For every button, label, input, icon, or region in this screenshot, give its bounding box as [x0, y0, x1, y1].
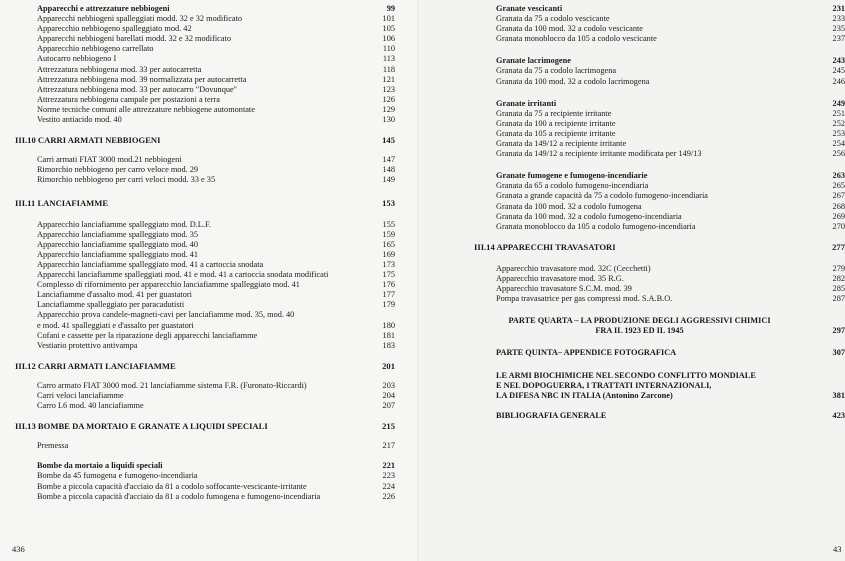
- toc-entry-page: 173: [382, 259, 395, 269]
- toc-entry-page: 249: [832, 98, 845, 108]
- toc-entry: [15, 75, 395, 85]
- toc-entry-title: Granata da 105 a recipiente irritante: [496, 128, 616, 138]
- toc-entry-title: Apparecchi nebbiogeni spalleggiati modd. 32 e 32 modificato: [37, 14, 243, 24]
- toc-entry: [15, 240, 395, 250]
- toc-entry-title: Apparecchio nebbiogeno spalleggiato mod. 42: [37, 24, 192, 34]
- toc-entry-title: Apparecchio lanciafiamme spalleggiato mod. 40: [37, 239, 199, 249]
- toc-entry-page: 381: [832, 390, 845, 400]
- toc-entry-title: Granata monoblocco da 105 a codolo vescicante: [496, 34, 657, 44]
- toc-entry-page: 148: [382, 165, 395, 175]
- toc-entry-title: Granata da 100 mod. 32 a codolo lacrimogena: [496, 76, 650, 86]
- toc-entry: [15, 44, 395, 54]
- toc-section-heading: [474, 411, 845, 421]
- toc-entry: [15, 331, 395, 341]
- toc-entry: [15, 34, 395, 44]
- toc-entry-page: 277: [832, 241, 845, 252]
- toc-entry: [474, 24, 845, 34]
- toc-entry-title: III.10 CARRI ARMATI NEBBIOGENI: [15, 135, 161, 146]
- toc-section-heading: [474, 381, 845, 391]
- toc-entry: [15, 95, 395, 105]
- toc-entry-title: Cofani e cassette per la riparazione degli apparecchi lanciafiamme: [37, 330, 258, 340]
- page-number-right: 43: [833, 544, 842, 554]
- toc-entry-page: 110: [382, 44, 395, 54]
- toc-entry-page: 155: [382, 219, 395, 229]
- toc-entry-title: Granata monoblocco da 105 a codolo fumogeno-incendiaria: [496, 221, 696, 231]
- toc-entry-title: Granata da 100 a recipiente irritante: [496, 118, 616, 128]
- toc-entry-title: Apparecchio lanciafiamme spalleggiato mod. 35: [37, 229, 199, 239]
- toc-entry-page: 113: [382, 54, 395, 64]
- toc-entry-page: 165: [382, 239, 395, 249]
- toc-chapter-heading: [15, 421, 395, 431]
- toc-entry-page: 169: [382, 249, 395, 259]
- toc-entry-page: 217: [382, 441, 395, 451]
- toc-entry-title: Attrezzatura nebbiogena mod. 33 per autocarretta: [37, 64, 202, 74]
- toc-entry: [474, 191, 845, 201]
- toc-section-heading: [474, 326, 845, 336]
- toc-entry-title: Granata a grande capacità da 75 a codolo fumogeno-incendiaria: [496, 191, 708, 201]
- toc-section-heading: [474, 316, 845, 326]
- toc-entry: [474, 129, 845, 139]
- toc-entry: [474, 66, 845, 76]
- toc-entry-title: Lanciafiamme d'assalto mod. 41 per guastatori: [37, 290, 192, 300]
- toc-entry-title: Apparecchi lanciafiamme spalleggiati mod. 41 e mod. 41 a cartoccia snodata modificati: [37, 270, 329, 280]
- toc-section-heading: [15, 461, 395, 471]
- toc-entry-title: BIBLIOGRAFIA GENERALE: [496, 410, 607, 420]
- toc-entry-title: Apparecchio nebbiogeno carrellato: [37, 44, 154, 54]
- toc-entry: [474, 284, 845, 294]
- toc-section-heading: [474, 4, 845, 14]
- toc-entry-page: 99: [386, 4, 395, 13]
- toc-entry-page: 126: [382, 94, 395, 104]
- toc-entry-title: Vestiario protettivo antivampa: [37, 340, 138, 350]
- toc-entry-title: Autocarro nebbiogeno I: [37, 54, 117, 64]
- table-of-contents-right: [474, 4, 845, 421]
- toc-entry: [15, 270, 395, 280]
- toc-section-heading: [15, 4, 395, 14]
- page-number-left: 436: [12, 544, 25, 554]
- toc-entry-title: Carri armati FIAT 3000 mod.21 nebbiogeni: [37, 155, 182, 165]
- toc-entry-page: 282: [832, 273, 845, 283]
- toc-entry-page: 226: [382, 491, 395, 501]
- toc-entry-title: Apparecchi e attrezzature nebbiogeni: [37, 4, 170, 13]
- toc-entry-title: Granata da 100 mod. 32 a codolo fumogena: [496, 201, 642, 211]
- toc-entry: [474, 264, 845, 274]
- toc-entry-title: Apparecchio lanciafiamme spalleggiato mod. D.L.F.: [37, 219, 211, 229]
- toc-entry: [15, 14, 395, 24]
- toc-entry-title: Apparecchio travasatore mod. 35 R.G.: [496, 273, 624, 283]
- toc-entry-page: 233: [832, 14, 845, 24]
- toc-entry-page: 106: [382, 34, 395, 44]
- toc-entry-title: Granata da 100 mod. 32 a codolo fumogeno-incendiaria: [496, 211, 682, 221]
- toc-entry-title: Granate vescicanti: [496, 4, 563, 13]
- toc-entry-title: Granata da 75 a codolo lacrimogena: [496, 66, 617, 76]
- toc-entry-page: 269: [832, 211, 845, 221]
- right-page: [420, 0, 845, 561]
- toc-entry-title: Apparecchio travasatore mod. 32C (Cecchetti): [496, 263, 651, 273]
- toc-entry: [15, 85, 395, 95]
- toc-entry: [15, 24, 395, 34]
- toc-entry: [474, 181, 845, 191]
- toc-entry: [474, 294, 845, 304]
- toc-chapter-heading: [474, 242, 845, 252]
- toc-entry-title: Pompa travasatrice per gas compressi mod. S.A.B.O.: [496, 294, 673, 304]
- toc-entry-title: Granata da 149/12 a recipiente irritante modificata per 149/13: [496, 149, 702, 159]
- toc-entry-title: Granate lacrimogene: [496, 56, 571, 66]
- table-of-contents-left: [15, 4, 395, 502]
- toc-entry-page: 254: [832, 139, 845, 149]
- toc-entry-title: Carro armato FIAT 3000 mod. 21 lanciafiamme sistema F.R. (Furonato-Riccardi): [37, 380, 307, 390]
- toc-entry: [15, 105, 395, 115]
- toc-entry-title: Apparecchio lanciafiamme spalleggiato mod. 41 a cartoccia snodata: [37, 259, 264, 269]
- toc-entry-title: Lanciafiamme spalleggiato per paracadutisti: [37, 300, 185, 310]
- toc-entry-title: Rimorchio nebbiogeno per carro veloce mod. 29: [37, 165, 199, 175]
- toc-entry-title: Premessa: [37, 441, 69, 451]
- toc-entry: [15, 492, 395, 502]
- toc-entry-title: Attrezzatura nebbiogena mod. 39 normalizzata per autocarretta: [37, 74, 247, 84]
- toc-section-heading: [474, 99, 845, 109]
- toc-entry-page: 270: [832, 221, 845, 231]
- toc-entry-page: 147: [382, 155, 395, 165]
- toc-entry-title: Complesso di rifornimento per apparecchio lanciafiamme spalleggiato mod. 41: [37, 280, 300, 290]
- toc-entry-page: 177: [382, 290, 395, 300]
- toc-entry-title: Bombe da mortaio a liquidi speciali: [37, 461, 163, 471]
- toc-section-heading: [474, 391, 845, 401]
- toc-section-heading: [474, 171, 845, 181]
- toc-entry-page: 268: [832, 201, 845, 211]
- toc-entry-title: FRA IL 1923 ED IL 1945: [595, 326, 684, 336]
- toc-entry: [15, 250, 395, 260]
- toc-entry-page: 183: [382, 340, 395, 350]
- toc-entry-page: 149: [382, 175, 395, 185]
- toc-entry-title: Apparecchi nebbiogeni barellati modd. 32 e 32 modificato: [37, 34, 231, 44]
- toc-entry: [15, 300, 395, 310]
- toc-entry-title: Bombe a piccola capacità d'acciaio da 81 a codolo soffocante-vescicante-irritante: [37, 481, 307, 491]
- toc-entry: [15, 54, 395, 64]
- toc-entry: [474, 212, 845, 222]
- toc-entry: [15, 401, 395, 411]
- toc-entry-page: 252: [832, 118, 845, 128]
- toc-entry-page: 175: [382, 270, 395, 280]
- toc-entry-page: 235: [832, 24, 845, 34]
- toc-entry-page: 221: [382, 461, 395, 471]
- toc-entry-page: 121: [382, 74, 395, 84]
- toc-entry-page: 256: [832, 149, 845, 159]
- toc-entry: [474, 149, 845, 159]
- toc-entry-title: Apparecchio travasatore S.C.M. mod. 39: [496, 284, 632, 294]
- toc-entry-title: Granate fumogene e fumogeno-incendiarie: [496, 171, 648, 181]
- toc-entry-title: Carri veloci lanciafiamme: [37, 391, 124, 400]
- toc-entry-page: 287: [832, 294, 845, 304]
- toc-entry-page: 263: [832, 171, 845, 181]
- toc-section-heading: [474, 348, 845, 358]
- toc-entry: [15, 175, 395, 185]
- toc-entry-title: PARTE QUARTA – LA PRODUZIONE DEGLI AGGRESSIVI CHIMICI: [508, 316, 771, 326]
- toc-entry: [474, 14, 845, 24]
- toc-entry-page: 253: [832, 128, 845, 138]
- toc-entry-page: 215: [382, 421, 395, 432]
- toc-entry: [15, 65, 395, 75]
- toc-entry-page: 130: [382, 115, 395, 125]
- toc-entry-page: 129: [382, 104, 395, 114]
- toc-entry-page: 265: [832, 181, 845, 191]
- toc-entry-page: 251: [832, 108, 845, 118]
- toc-entry: [474, 119, 845, 129]
- toc-entry-page: 181: [382, 330, 395, 340]
- toc-entry: [474, 139, 845, 149]
- toc-entry-page: 297: [832, 326, 845, 336]
- toc-entry: [474, 274, 845, 284]
- toc-entry-title: III.11 LANCIAFIAMME: [15, 197, 109, 208]
- toc-entry: [15, 441, 395, 451]
- toc-entry-title: Granata da 75 a codolo vescicante: [496, 14, 610, 24]
- toc-section-heading: [474, 56, 845, 66]
- toc-entry-page: 153: [382, 197, 395, 208]
- toc-chapter-heading: [15, 361, 395, 371]
- toc-entry-page: 101: [382, 14, 395, 24]
- toc-entry-page: 118: [382, 64, 395, 74]
- toc-entry-title: Rimorchio nebbiogeno per carri veloci modd. 33 e 35: [37, 175, 216, 185]
- toc-entry-page: 279: [832, 263, 845, 273]
- toc-entry-page: 231: [832, 4, 845, 13]
- toc-entry-title: Granata da 149/12 a recipiente irritante: [496, 139, 627, 149]
- left-page: [0, 0, 420, 561]
- toc-entry-title: Norme tecniche comuni alle attrezzature nebbiogene automontate: [37, 104, 255, 114]
- toc-chapter-heading: [15, 198, 395, 208]
- toc-entry-title: e mod. 41 spalleggiati e d'assalto per guastatori: [37, 320, 194, 330]
- toc-entry: [474, 77, 845, 87]
- toc-entry-page: 204: [382, 391, 395, 400]
- toc-entry: [15, 260, 395, 270]
- toc-entry-title: Attrezzatura nebbiogena mod. 33 per autocarro "Dovunque": [37, 84, 238, 94]
- toc-entry: [15, 115, 395, 125]
- toc-entry-page: 267: [832, 191, 845, 201]
- toc-entry-page: 179: [382, 300, 395, 310]
- toc-entry: [15, 290, 395, 300]
- toc-entry-title: Bombe a piccola capacità d'acciaio da 81 a codolo fumogena e fumogeno-incendiaria: [37, 491, 321, 501]
- toc-entry-page: 176: [382, 280, 395, 290]
- toc-entry-title: Carro L6 mod. 40 lanciafiamme: [37, 401, 144, 411]
- toc-entry-page: 243: [832, 56, 845, 66]
- toc-entry-title: LE ARMI BIOCHIMICHE NEL SECONDO CONFLITTO MONDIALE: [496, 370, 756, 380]
- toc-entry-page: 307: [832, 348, 845, 358]
- toc-entry-page: 223: [382, 471, 395, 481]
- toc-entry-title: III.12 CARRI ARMATI LANCIAFIAMME: [15, 360, 176, 371]
- toc-entry-page: 207: [382, 401, 395, 411]
- toc-entry: [15, 165, 395, 175]
- toc-entry-page: 245: [832, 66, 845, 76]
- toc-entry: [474, 109, 845, 119]
- toc-entry: [15, 391, 395, 401]
- toc-entry: [15, 155, 395, 165]
- toc-entry: [474, 222, 845, 232]
- toc-entry-page: 224: [382, 481, 395, 491]
- toc-entry: [15, 280, 395, 290]
- toc-entry: [474, 34, 845, 44]
- toc-entry-title: E NEL DOPOGUERRA, I TRATTATI INTERNAZIONALI,: [496, 380, 712, 390]
- toc-entry-page: 285: [832, 284, 845, 294]
- toc-entry-title: Granate irritanti: [496, 98, 557, 108]
- toc-entry-title: III.14 APPARECCHI TRAVASATORI: [474, 241, 616, 252]
- toc-entry-title: LA DIFESA NBC IN ITALIA (Antonino Zarcone): [496, 390, 673, 400]
- toc-entry-page: 123: [382, 84, 395, 94]
- toc-entry-page: 423: [832, 410, 845, 420]
- toc-entry: [15, 471, 395, 481]
- toc-entry: [15, 310, 395, 320]
- toc-entry-title: III.13 BOMBE DA MORTAIO E GRANATE A LIQUIDI SPECIALI: [15, 421, 268, 432]
- toc-entry-page: 105: [382, 24, 395, 34]
- toc-entry-page: 203: [382, 380, 395, 390]
- toc-entry: [474, 202, 845, 212]
- toc-entry-page: 237: [832, 34, 845, 44]
- toc-entry: [15, 220, 395, 230]
- toc-entry: [15, 341, 395, 351]
- toc-entry-page: 145: [382, 135, 395, 146]
- toc-section-heading: [474, 371, 845, 381]
- toc-entry-title: Granata da 65 a codolo fumogeno-incendiaria: [496, 181, 649, 191]
- toc-entry: [15, 381, 395, 391]
- toc-entry: [15, 321, 395, 331]
- toc-entry: [15, 482, 395, 492]
- toc-entry-title: Bombe da 45 fumogena e fumogeno-incendiaria: [37, 471, 198, 481]
- toc-entry-page: 201: [382, 360, 395, 371]
- toc-entry-page: 246: [832, 76, 845, 86]
- toc-entry-title: Granata da 100 mod. 32 a codolo vescicante: [496, 24, 643, 34]
- toc-entry-title: Apparecchio lanciafiamme spalleggiato mod. 41: [37, 249, 199, 259]
- toc-entry-title: Apparecchio prova candele-magneti-cavi per lanciafiamme mod. 35, mod. 40: [37, 310, 295, 320]
- toc-entry-title: Vestito antiacido mod. 40: [37, 115, 122, 125]
- toc-chapter-heading: [15, 135, 395, 145]
- toc-entry: [15, 230, 395, 240]
- toc-entry-title: Granata da 75 a recipiente irritante: [496, 108, 612, 118]
- toc-entry-page: 159: [382, 229, 395, 239]
- toc-entry-title: PARTE QUINTA– APPENDICE FOTOGRAFICA: [496, 348, 677, 358]
- toc-entry-page: 180: [382, 320, 395, 330]
- toc-entry-title: Attrezzatura nebbiogena campale per postazioni a terra: [37, 94, 220, 104]
